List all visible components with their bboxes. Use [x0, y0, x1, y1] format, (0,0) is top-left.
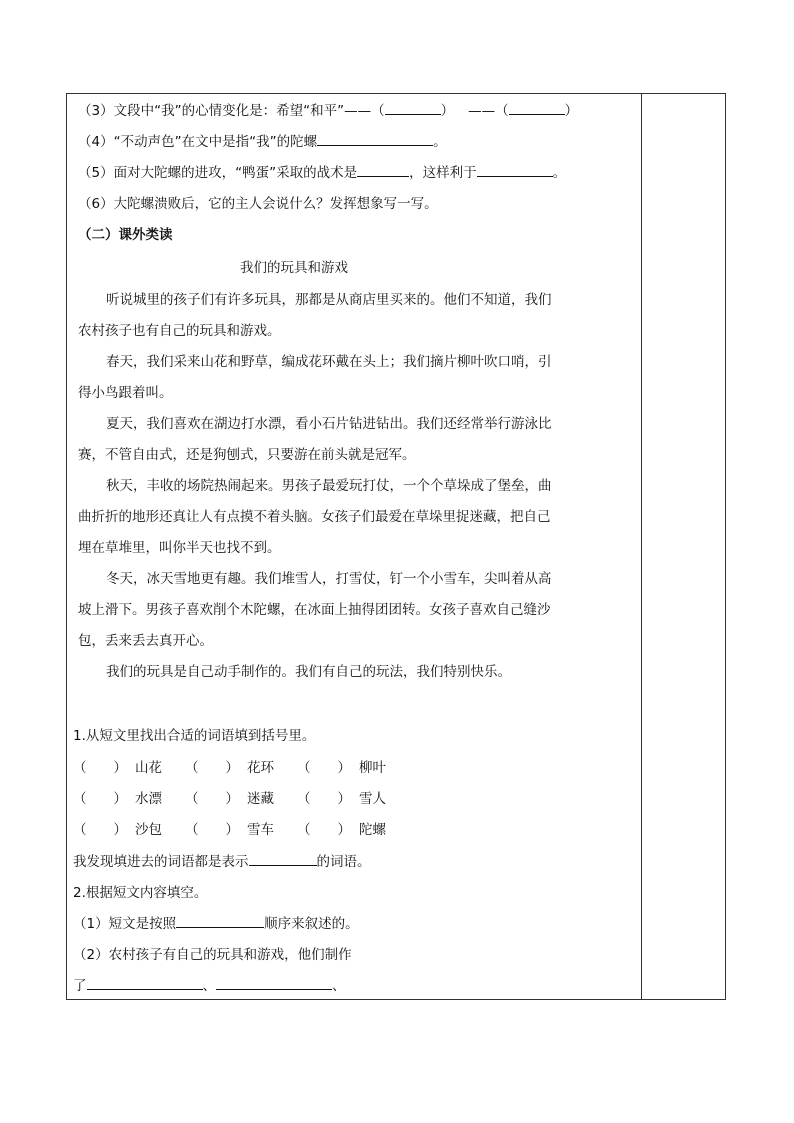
passage-line: 埋在草堆里，叫你半天也找不到。 [78, 540, 281, 556]
answer-blank[interactable] [317, 132, 433, 146]
passage-line: 包，丢来丢去真开心。 [78, 633, 213, 649]
question-3: （3）文段中“我”的心情变化是：希望“和平”——（ ） ——（ ） [78, 103, 579, 119]
passage-line: 得小鸟跟着叫。 [78, 385, 173, 401]
question-6: （6）大陀螺溃败后，它的主人会说什么？发挥想象写一写。 [78, 196, 438, 212]
exercise-1-row: （ ） 山花 （ ） 花环 （ ） 柳叶 [73, 760, 386, 776]
exercise-1-prompt: 1.从短文里找出合适的词语填到括号里。 [73, 728, 316, 744]
answer-blank[interactable] [87, 976, 203, 990]
answer-blank[interactable] [176, 914, 264, 928]
passage-line: 冬天，冰天雪地更有趣。我们堆雪人，打雪仗，钉一个小雪车，尖叫着从高 [106, 571, 552, 587]
passage-title: 我们的玩具和游戏 [240, 260, 348, 276]
answer-paren[interactable]: （ ） [73, 791, 127, 807]
passage-line: 秋天，丰收的场院热闹起来。男孩子最爱玩打仗，一个个草垛成了堡垒，曲 [106, 478, 552, 494]
passage-line: 听说城里的孩子们有许多玩具，那都是从商店里买来的。他们不知道，我们 [106, 292, 552, 308]
answer-paren[interactable]: （ ） [297, 760, 351, 776]
answer-paren[interactable]: （ ） [297, 822, 351, 838]
answer-paren[interactable]: （ ） [185, 822, 239, 838]
section-heading: （二）课外类读 [78, 227, 173, 243]
answer-blank[interactable] [509, 101, 565, 115]
passage-line: 曲折折的地形还真让人有点摸不着头脑。女孩子们最爱在草垛里捉迷藏，把自己 [78, 509, 551, 525]
exercise-1-row: （ ） 水漂 （ ） 迷藏 （ ） 雪人 [73, 791, 386, 807]
exercise-1-row: （ ） 沙包 （ ） 雪车 （ ） 陀螺 [73, 822, 386, 838]
exercise-2-question-1: （1）短文是按照 顺序来叙述的。 [73, 916, 359, 932]
passage-line: 夏天，我们喜欢在湖边打水漂，看小石片钻进钻出。我们还经常举行游泳比 [106, 416, 552, 432]
answer-blank[interactable] [216, 976, 332, 990]
answer-blank[interactable] [477, 163, 553, 177]
answer-blank[interactable] [385, 101, 441, 115]
passage-line: 我们的玩具是自己动手制作的。我们有自己的玩法，我们特别快乐。 [106, 664, 511, 680]
question-4: （4）“不动声色”在文中是指“我”的陀螺 。 [78, 134, 447, 150]
answer-paren[interactable]: （ ） [73, 760, 127, 776]
passage-line: 坡上滑下。男孩子喜欢削个木陀螺，在冰面上抽得团团转。女孩子喜欢自己缝沙 [78, 602, 551, 618]
answer-paren[interactable]: （ ） [185, 760, 239, 776]
exercise-2-question-2: （2）农村孩子有自己的玩具和游戏，他们制作 [73, 947, 352, 963]
answer-paren[interactable]: （ ） [73, 822, 127, 838]
passage-line: 农村孩子也有自己的玩具和游戏。 [78, 323, 281, 339]
answer-paren[interactable]: （ ） [185, 791, 239, 807]
answer-paren[interactable]: （ ） [297, 791, 351, 807]
exercise-1-summary: 我发现填进去的词语都是表示 的词语。 [73, 854, 371, 870]
answer-blank[interactable] [357, 163, 409, 177]
passage-line: 赛，不管自由式，还是狗刨式，只要游在前头就是冠军。 [78, 447, 416, 463]
exercise-2-question-2-continued: 了 、 、 [73, 978, 346, 994]
passage-line: 春天，我们采来山花和野草，编成花环戴在头上；我们摘片柳叶吹口哨，引 [106, 354, 552, 370]
exercise-2-prompt: 2.根据短文内容填空。 [73, 885, 208, 901]
question-5: （5）面对大陀螺的进攻，“鸭蛋”采取的战术是 ，这样利于 。 [78, 165, 567, 181]
table-column-divider [641, 93, 642, 1000]
answer-blank[interactable] [249, 852, 317, 866]
